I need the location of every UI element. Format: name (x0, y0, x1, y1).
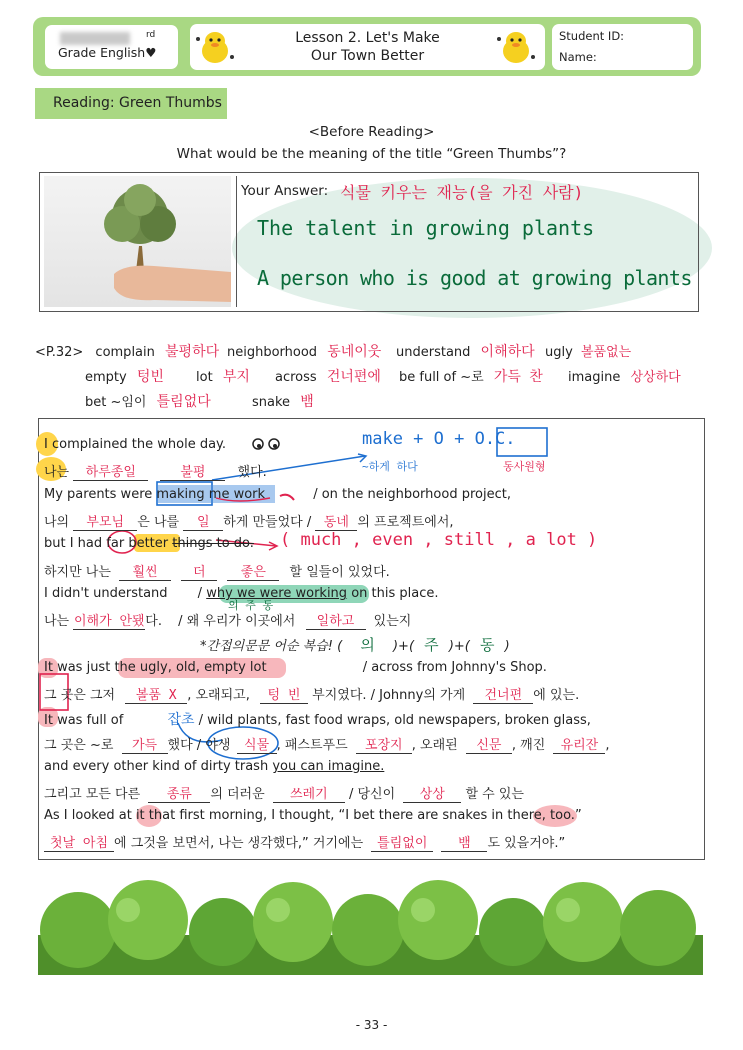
lesson-title-box (190, 24, 545, 70)
vocab-meaning: 상상하다 (630, 370, 681, 385)
reading-line-11: 그 곳은 그저 볼품 X , 오래되고, 텅 빈 부지였다. / Johnny의 가게 건너편 에 있는. (44, 684, 579, 704)
reading-line-3: My parents were making me work / on the neighborhood project, (44, 487, 511, 502)
reading-line-2: 나는 하루종일 불평 했다. (44, 461, 267, 481)
reading-line-10: It was just the ugly, old, empty lot / across from Johnny's Shop. (44, 660, 547, 675)
answer-korean: 식물 키우는 재능(을 가진 사람) (340, 183, 584, 202)
header-bar (33, 17, 701, 76)
lesson-title-line1: Lesson 2. Let's Make (295, 30, 440, 46)
student-name-label: Name: (559, 50, 597, 64)
section-tag: Reading: Green Thumbs (35, 88, 227, 119)
vocab-meaning: 볼품없는 (580, 345, 632, 360)
note-dongsa: 동사원형 (503, 460, 546, 473)
vocab-word: neighborhood (227, 345, 318, 360)
reading-line-17: 첫날 아침 에 그것을 보면서, 나는 생각했다,” 거기에는 틀림없이 뱀 도 있을거야.” (44, 832, 565, 852)
vocab-row (396, 341, 535, 361)
comparative-note: ( much , even , still , a lot ) (280, 530, 598, 550)
vocab-word: ugly (545, 345, 573, 360)
vocab-word: bet ~임이 (85, 395, 147, 410)
answer-line2: A person who is good at growing plants (257, 266, 692, 290)
title-question: What would be the meaning of the title “Green Thumbs”? (176, 146, 567, 162)
vocab-meaning: 텅빈 (136, 369, 164, 385)
page-number: - 33 - (355, 1018, 388, 1032)
note-make-korean: ~하게 하다 (362, 460, 418, 473)
reading-line-8: 나는 이해가 안됐다. / 왜 우리가 이곳에서 일하고 있는지 (44, 610, 411, 630)
answer-divider (236, 176, 237, 307)
vocab-row (275, 366, 381, 386)
reading-line-14: and every other kind of dirty trash you can imagine. (44, 759, 385, 774)
reading-line-4: 나의 부모님 은 나를 일 하게 만들었다 / 동네 의 프로젝트에서, (44, 511, 454, 531)
vocab-meaning: 건너편에 (326, 369, 381, 385)
vocab-row (545, 341, 631, 360)
vocab-word: snake (252, 395, 291, 410)
indirect-question-note: 의 주 동 (228, 599, 274, 612)
vocab-meaning: 뱀 (300, 394, 314, 410)
vocab-row (568, 366, 681, 385)
reading-line-13: 그 곳은 ~로 가득 했다 / 야생 식물 , 패스트푸드 포장지 , 오래된 신문 , 깨진 유리잔 , (44, 734, 610, 754)
vocab-word: understand (396, 345, 471, 360)
vocab-meaning: 동네이웃 (327, 344, 382, 360)
answer-line1: The talent in growing plants (257, 216, 595, 240)
grade-suffix: rd (146, 30, 156, 40)
vocab-row (35, 341, 219, 361)
lesson-title-line2: Our Town Better (310, 48, 425, 64)
plant-image (44, 176, 231, 307)
vocab-meaning: 부지 (222, 369, 250, 385)
vocab-meaning: 불평하다 (165, 344, 220, 360)
vocab-meaning: 이해하다 (480, 344, 535, 360)
vocab-row (399, 366, 543, 386)
vocab-row (85, 391, 211, 411)
note-make: make + O + O.C. (362, 429, 516, 449)
reading-line-16: As I looked at it that first morning, I thought, “I bet there are snakes in there, too.” (44, 808, 582, 823)
vocab-word: imagine (568, 370, 621, 385)
reading-line-9: *간접의문문 어순 복습! ( 의 )+( 주 )+( 동 ) (200, 636, 510, 654)
grade-label: Grade English♥ (58, 45, 157, 60)
vocab-meaning: 틀림없다 (156, 394, 211, 410)
answer-label: Your Answer: (241, 183, 329, 199)
before-reading-heading: <Before Reading> (308, 124, 435, 140)
page-ref: <P.32> (35, 345, 84, 360)
vocab-word: empty (85, 370, 127, 385)
vocab-row (196, 366, 250, 386)
vocab-word: complain (95, 345, 155, 360)
student-info-box (552, 24, 693, 70)
student-id-label: Student ID: (559, 29, 625, 43)
vocab-row (227, 341, 381, 361)
vocab-row (252, 391, 314, 411)
reading-line-1: I complained the whole day. (44, 437, 227, 452)
vocab-word: across (275, 370, 317, 385)
duck-icon (495, 29, 537, 65)
vocab-meaning: 가득 찬 (493, 369, 543, 385)
reading-line-6: 하지만 나는 훨씬 더 좋은 할 일들이 있었다. (44, 561, 390, 581)
reading-line-15: 그리고 모든 다른 종류 의 더러운 쓰레기 / 당신이 상상 할 수 있는 (44, 783, 524, 803)
grade-box (45, 25, 178, 69)
reading-line-12: It was full of 잡초 / wild plants, fast food wraps, old newspapers, broken glass, (44, 712, 591, 728)
blurred-name (60, 32, 130, 45)
bush-illustration (38, 880, 703, 975)
vocab-word: be full of ~로 (399, 370, 484, 385)
vocab-row (85, 366, 164, 386)
reading-line-5: but I had far better things to do. (44, 536, 254, 551)
hand-holding-tree-icon (44, 176, 231, 307)
vocab-word: lot (196, 370, 213, 385)
reading-line-7: I didn't understand / why we were working on this place. (44, 586, 439, 601)
